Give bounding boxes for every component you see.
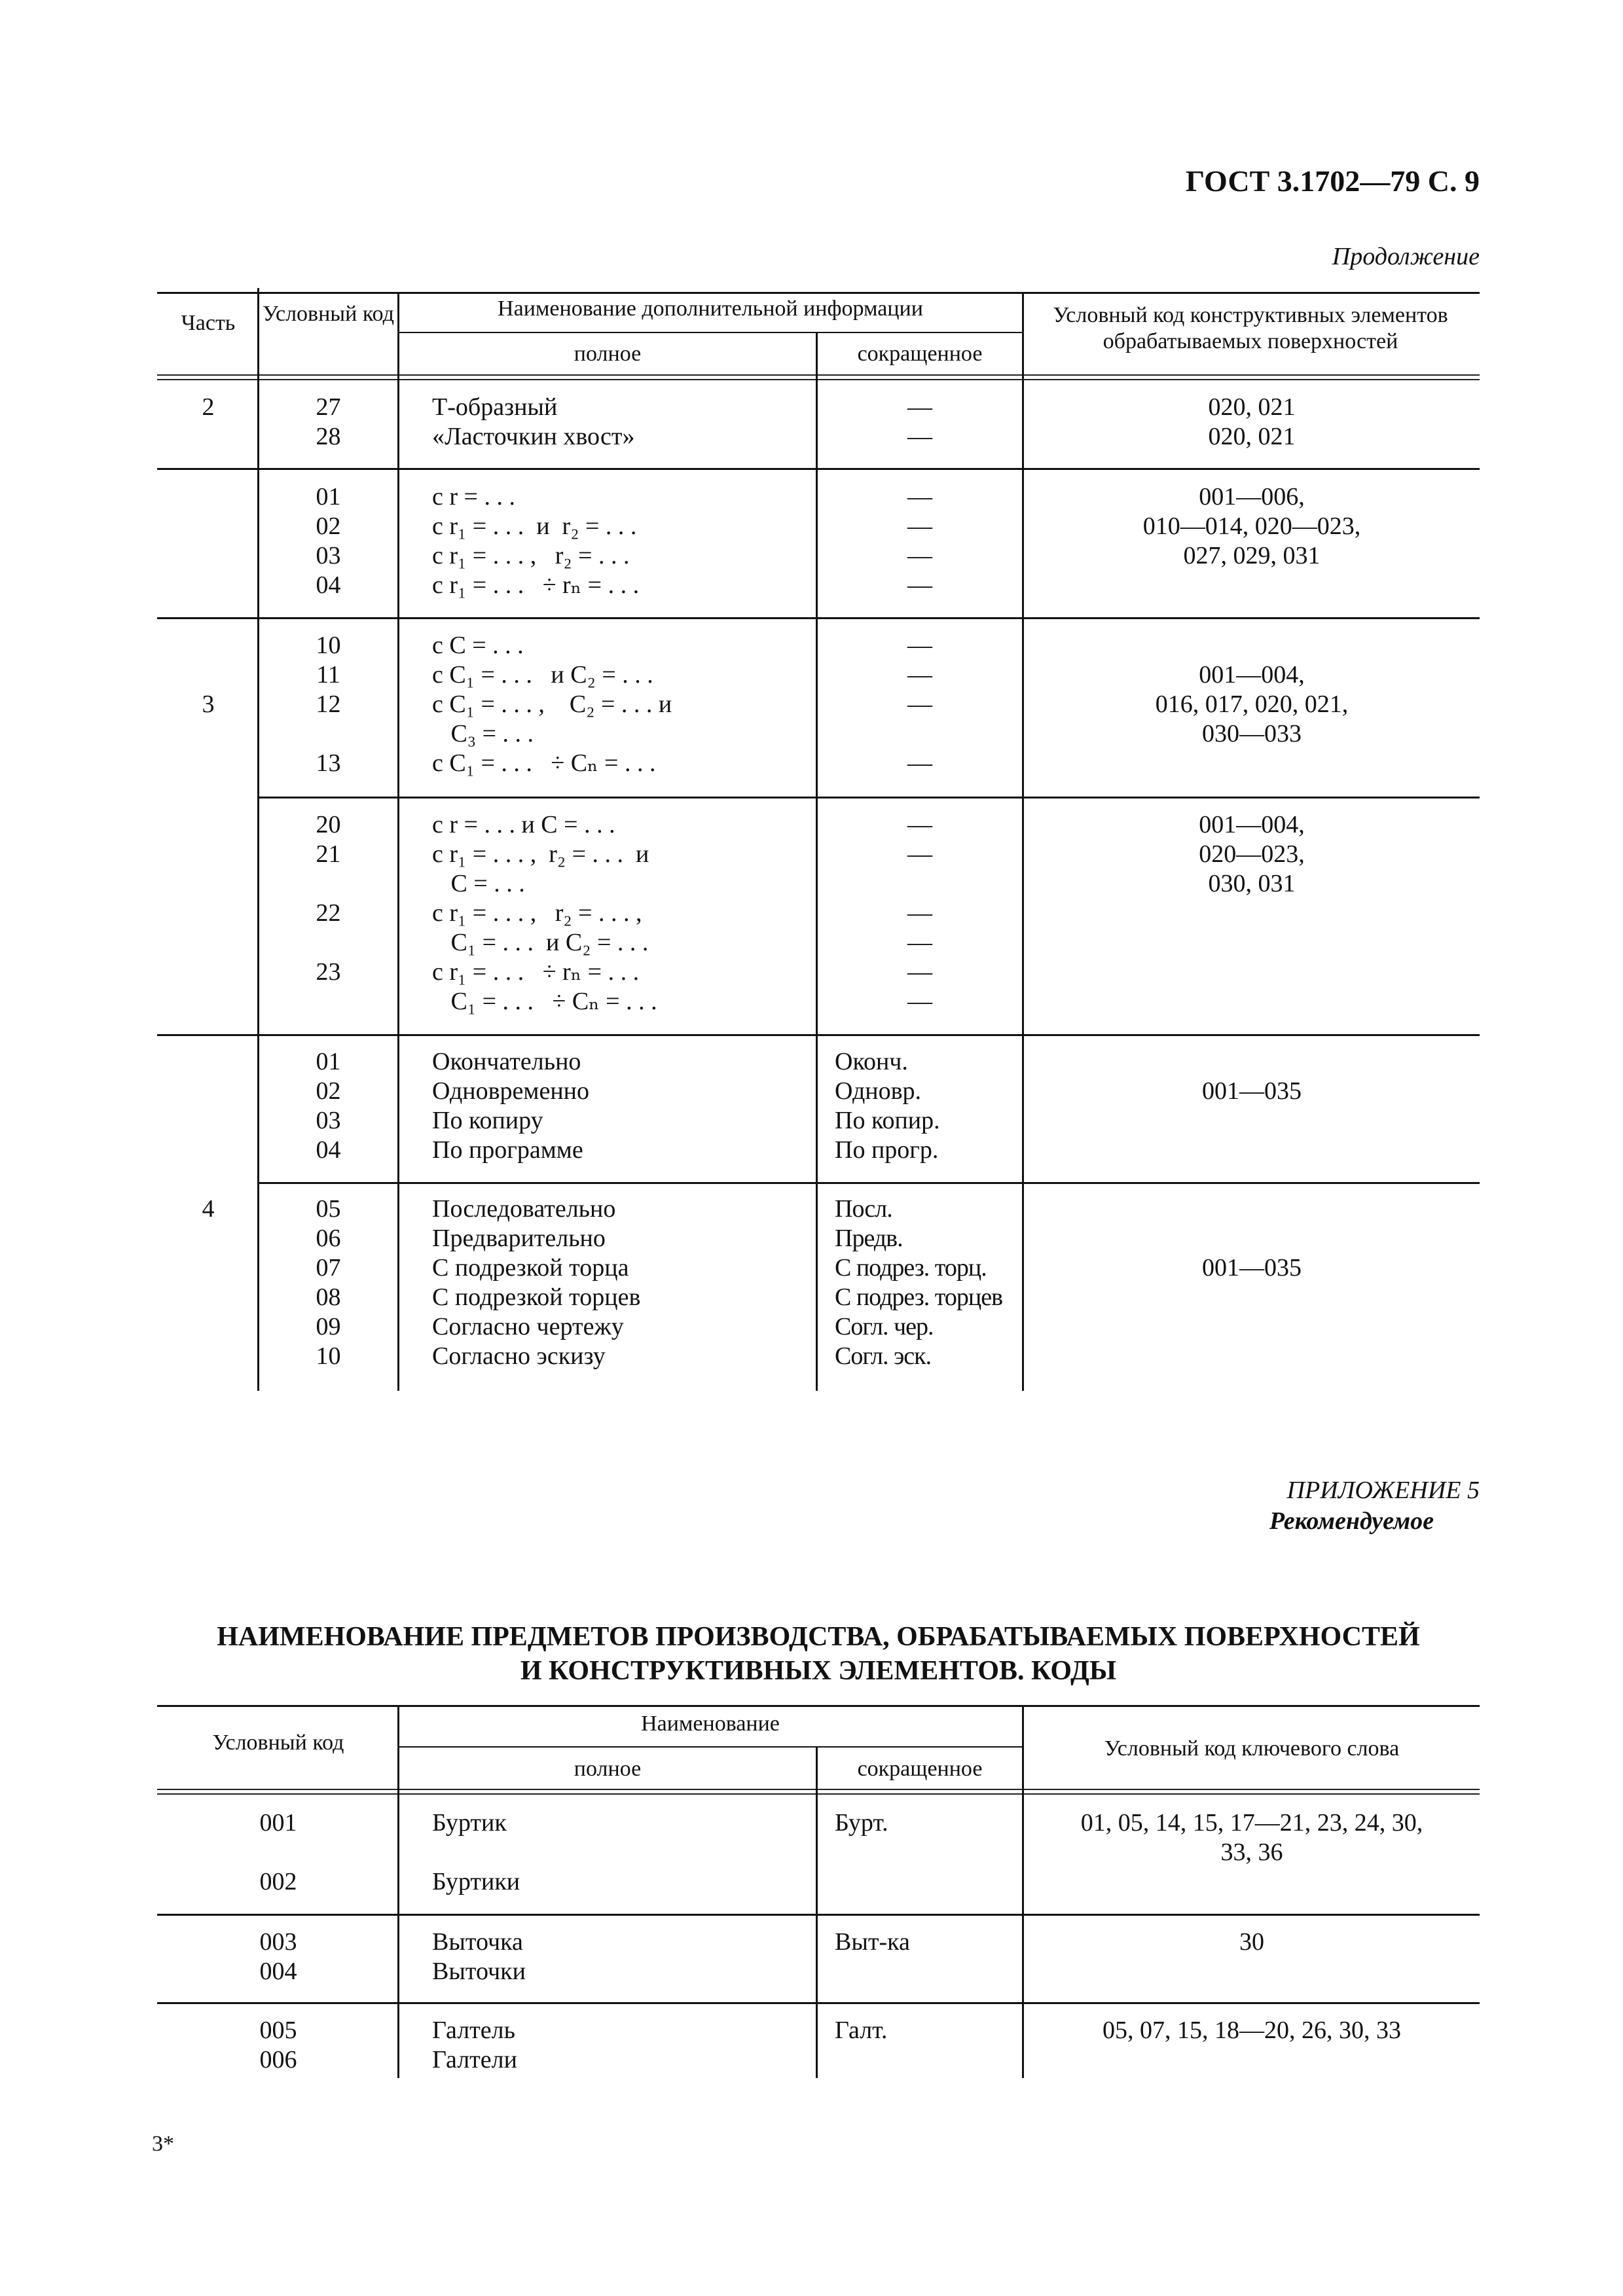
elem-code-cell: 001—035 <box>1202 1254 1302 1282</box>
code-cell: 001 002 <box>259 1809 297 1895</box>
short-name-cell: — — — — <box>907 632 932 777</box>
page-number: 3* <box>152 2132 174 2156</box>
key-code-cell: 30 <box>1239 1928 1264 1956</box>
header-short: сокращенное <box>857 1757 983 1781</box>
key-code-cell: 05, 07, 15, 18—20, 26, 30, 33 <box>1103 2017 1401 2044</box>
full-name-cell: Галтель Галтели <box>432 2017 517 2073</box>
section-title: НАИМЕНОВАНИЕ ПРЕДМЕТОВ ПРОИЗВОДСТВА, ОБРАБАТЫВАЕМЫХ ПОВЕРХНОСТЕЙ И КОНСТРУКТИВНЫХ ЭЛЕМЕНТОВ. КОДЫ <box>217 1622 1420 1686</box>
short-name-cell: — — <box>907 393 932 450</box>
full-name-cell: Буртик Буртики <box>432 1809 520 1895</box>
full-name-cell: с C = . . . с C₁ = . . . и C₂ = . . . с C₁ = . . . , C₂ = . . . и C₃ = . . . с C₁ = . . . ÷ Cₙ = . . . <box>432 632 672 777</box>
code-cell: 01 02 03 04 <box>316 483 341 599</box>
table2-row-sep <box>157 2002 1480 2004</box>
elem-code-cell: 020, 021 020, 021 <box>1208 393 1296 450</box>
full-name-cell: с r = . . . с r₁ = . . . и r₂ = . . . с r₁ = . . . , r₂ = . . . с r₁ = . . . ÷ rₙ = . . . <box>432 483 640 599</box>
short-name-cell: Посл. Предв. С подрез. торц. С подрез. торцев Согл. чер. Согл. эск. <box>835 1195 1003 1370</box>
part-cell: 4 <box>202 1195 215 1223</box>
short-name-cell: — — — — — — <box>907 811 932 1015</box>
full-name-cell: с r = . . . и C = . . . с r₁ = . . . , r₂ = . . . и C = . . . с r₁ = . . . , r₂ = . . . , C₁ = . . . и C₂ = . . . с r₁ = . . . ÷ rₙ = . . . C₁ = . . . ÷ Cₙ = . . . <box>432 811 657 1015</box>
table1-row-sep <box>257 797 1480 798</box>
header-code: Условный код <box>212 1731 344 1755</box>
elem-code-cell: 001—004, 016, 017, 020, 021, 030—033 <box>1155 661 1349 747</box>
table1-col-line-2 <box>397 292 399 1391</box>
part-cell: 2 <box>202 393 215 421</box>
table1-subheader-line <box>398 332 1023 333</box>
appendix-label: ПРИЛОЖЕНИЕ 5 <box>1286 1477 1480 1504</box>
elem-code-cell: 001—004, 020—023, 030, 031 <box>1199 811 1305 897</box>
table1-row-sep <box>257 1182 1480 1184</box>
code-cell: 10 11 12 13 <box>316 632 341 777</box>
table1-row-sep <box>157 468 1480 470</box>
code-cell: 003 004 <box>259 1928 297 1985</box>
table2-col-line-2 <box>816 1746 818 2078</box>
header-short: сокращенное <box>857 342 983 366</box>
elem-code-cell: 001—035 <box>1202 1077 1302 1105</box>
header-code: Условный код <box>263 302 394 326</box>
appendix-status: Рекомендуемое <box>1269 1507 1434 1535</box>
table2-row-sep <box>157 1914 1480 1916</box>
full-name-cell: Окончательно Одновременно По копиру По программе <box>432 1048 590 1164</box>
header-key-code: Условный код ключевого слова <box>1104 1736 1400 1761</box>
table1-row-sep <box>157 617 1480 619</box>
table2-header-separator <box>157 1789 1480 1795</box>
header-name-group: Наименование дополнительной информации <box>498 296 923 321</box>
header-full: полное <box>574 1757 642 1781</box>
full-name-cell: Т-образный «Ласточкин хвост» <box>432 393 635 450</box>
full-name-cell: Выточка Выточки <box>432 1928 526 1985</box>
code-cell: 05 06 07 08 09 10 <box>316 1195 341 1370</box>
short-name-cell: Выт-ка <box>835 1928 910 1956</box>
header-name-group: Наименование <box>641 1712 780 1736</box>
short-name-cell: Оконч. Одновр. По копир. По прогр. <box>835 1048 940 1164</box>
short-name-cell: Галт. <box>835 2017 888 2044</box>
code-cell: 01 02 03 04 <box>316 1048 341 1164</box>
code-cell: 005 006 <box>259 2017 297 2073</box>
full-name-cell: Последовательно Предварительно С подрезкой торца С подрезкой торцев Согласно чертежу Согласно эскизу <box>432 1195 641 1370</box>
header-elem-code: Условный код конструктивных элементов обрабатываемых поверхностей <box>1053 303 1448 353</box>
continuation-label: Продолжение <box>1332 243 1480 270</box>
document-header: ГОСТ 3.1702—79 С. 9 <box>1185 164 1480 198</box>
header-part: Часть <box>181 311 236 335</box>
elem-code-cell: 001—006, 010—014, 020—023, 027, 029, 031 <box>1142 483 1361 569</box>
table2-top-border <box>157 1705 1480 1707</box>
table1-header-separator <box>157 374 1480 380</box>
short-name-cell: — — — — <box>907 483 932 599</box>
short-name-cell: Бурт. <box>835 1809 888 1837</box>
table1-top-border <box>157 292 1480 294</box>
code-cell: 20 21 22 23 <box>316 811 341 986</box>
code-cell: 27 28 <box>316 393 341 450</box>
key-code-cell: 01, 05, 14, 15, 17—21, 23, 24, 30, 33, 36 <box>1080 1809 1423 1866</box>
part-cell: 3 <box>202 691 215 718</box>
table1-row-sep <box>157 1034 1480 1036</box>
header-full: полное <box>574 342 642 366</box>
table2-subheader-line <box>398 1746 1023 1748</box>
